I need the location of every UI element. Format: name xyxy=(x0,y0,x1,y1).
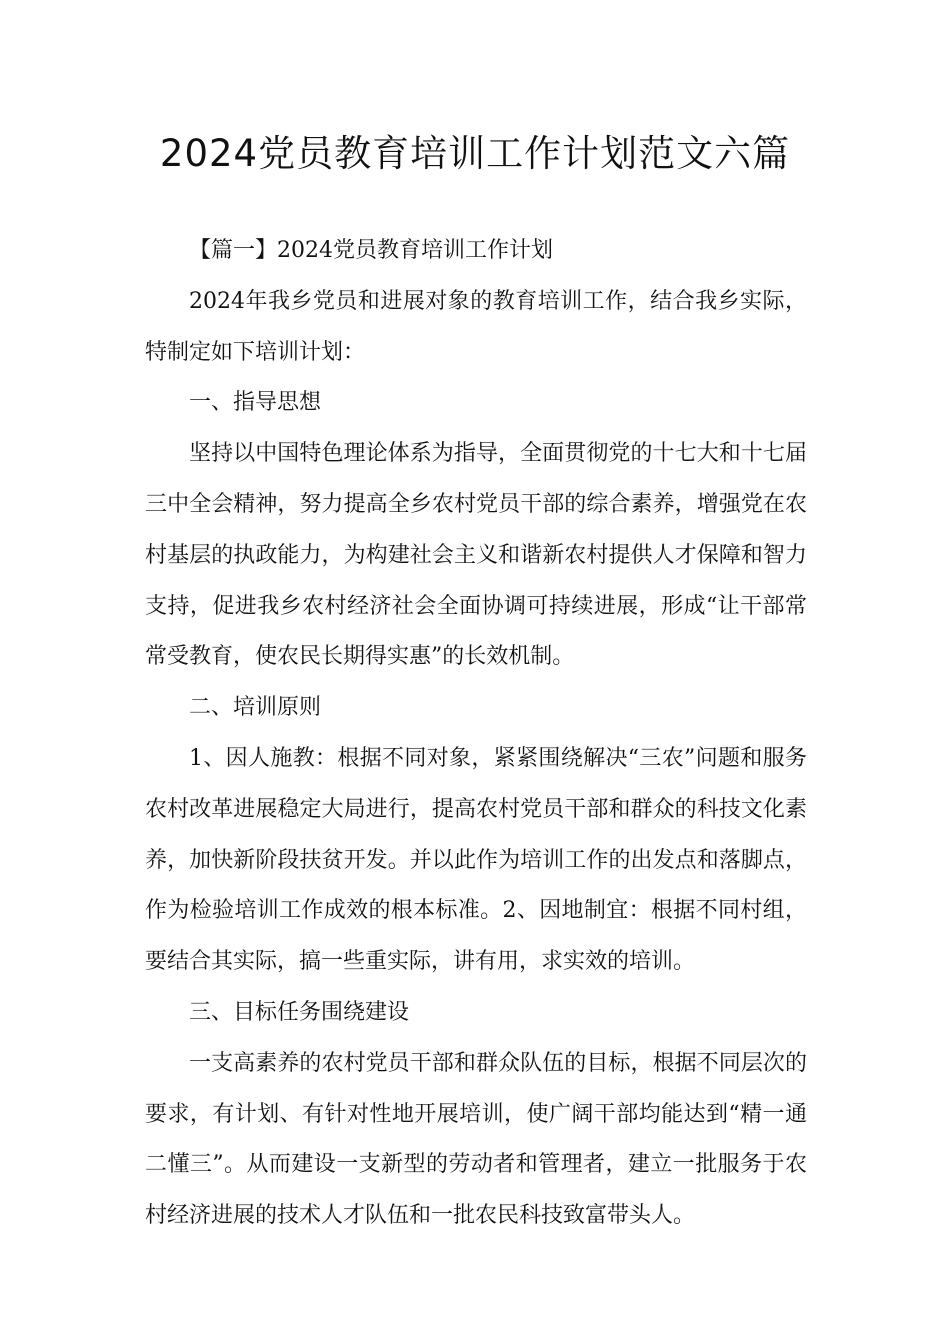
intro-paragraph: 2024年我乡党员和进展对象的教育培训工作，结合我乡实际，特制定如下培训计划： xyxy=(145,288,807,365)
heading-training-principles: 二、培训原则 xyxy=(189,695,322,721)
training-principles-paragraph: 1、因人施教：根据不同对象，紧紧围绕解决“三农”问题和服务农村改革进展稳定大局进行，提高农村党员干部和群众的科技文化素养，加快新阶段扶贫开发。并以此作为培训工作的出发点和落脚点，作为检验培训工作成效的根本标准。2、因地制宜：根据不同村组，要结合其实际，搞一些重实际，讲有用，求实效的培训。 xyxy=(145,745,807,975)
heading-guiding-ideology: 一、指导思想 xyxy=(189,390,322,416)
goals-tasks-paragraph: 一支高素养的农村党员干部和群众队伍的目标，根据不同层次的要求，有计划、有针对性地开展培训，使广阔干部均能达到“精一通二懂三”。从而建设一支新型的劳动者和管理者，建立一批服务于农村经济进展的技术人才队伍和一批农民科技致富带头人。 xyxy=(145,1050,807,1229)
guiding-ideology-paragraph: 坚持以中国特色理论体系为指导，全面贯彻党的十七大和十七届三中全会精神，努力提高全乡农村党员干部的综合素养，增强党在农村基层的执政能力，为构建社会主义和谐新农村提供人才保障和智力支持，促进我乡农村经济社会全面协调可持续进展，形成“让干部常常受教育，使农民长期得实惠”的长效机制。 xyxy=(145,441,807,670)
section-heading-part-one: 【篇一】2024党员教育培训工作计划 xyxy=(189,238,553,263)
document-body xyxy=(145,226,807,1242)
document-title: 2024党员教育培训工作计划范文六篇 xyxy=(159,132,791,175)
heading-goals-tasks: 三、目标任务围绕建设 xyxy=(189,999,410,1025)
